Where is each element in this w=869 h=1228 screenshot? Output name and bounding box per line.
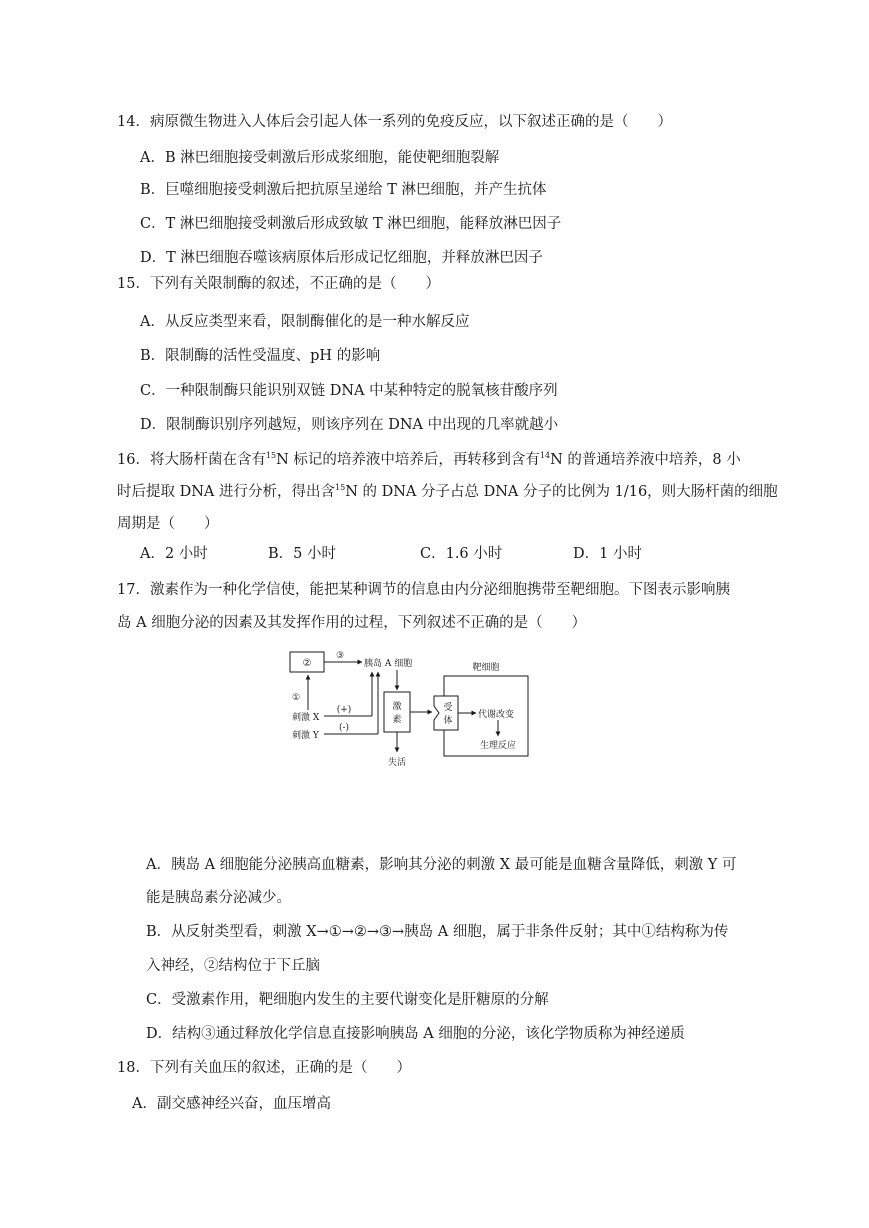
q18-stem: 18．下列有关血压的叙述，正确的是（ ）	[117, 1060, 411, 1076]
q15-option-a: A．从反应类型来看，限制酶催化的是一种水解反应	[140, 314, 470, 330]
structure-1-label: ①	[292, 693, 301, 703]
q14-stem: 14．病原微生物进入人体后会引起人体一系列的免疫反应，以下叙述正确的是（ ）	[117, 114, 672, 130]
q17-option-a-line1: A．胰岛 A 细胞能分泌胰高血糖素，影响其分泌的刺激 X 最可能是血糖含量降低，刺激 Y 可	[146, 857, 737, 873]
q14-option-a: A．B 淋巴细胞接受刺激后形成浆细胞，能使靶细胞裂解	[140, 150, 500, 166]
q17-option-b-line2: 入神经，②结构位于下丘脑	[146, 958, 320, 974]
q15-option-d: D．限制酶识别序列越短，则该序列在 DNA 中出现的几率就越小	[140, 417, 559, 433]
islet-cell-regulation-diagram	[280, 648, 540, 770]
q17-stem-line2: 岛 A 细胞分泌的因素及其发挥作用的过程，下列叙述不正确的是（ ）	[117, 615, 587, 631]
q16-option-a: A．2 小时	[140, 546, 208, 562]
q16-stem-line3: 周期是（ ）	[117, 516, 219, 532]
isotope-superscript: 15	[335, 483, 346, 492]
structure-2-label: ②	[302, 658, 312, 669]
q14-option-d: D．T 淋巴细胞吞噬该病原体后形成记忆细胞，并释放淋巴因子	[140, 250, 543, 266]
q16-stem-line2	[117, 482, 778, 502]
q17-option-d: D．结构③通过释放化学信息直接影响胰岛 A 细胞的分泌，该化学物质称为神经递质	[146, 1026, 685, 1042]
q16-stem-text: N 的 DNA 分子占总 DNA 分子的比例为 1/16，则大肠杆菌的细胞	[345, 484, 778, 500]
q16-option-d: D．1 小时	[573, 546, 642, 562]
q17-option-a-line2: 能是胰岛素分泌减少。	[146, 890, 291, 906]
q16-stem-text: 16．将大肠杆菌在含有	[117, 452, 266, 468]
q17-stem-line1: 17．激素作为一种化学信使，能把某种调节的信息由内分泌细胞携带至靶细胞。下图表示影响胰	[117, 582, 730, 598]
receptor-label-1: 受	[443, 703, 453, 713]
q14-option-b: B．巨噬细胞接受刺激后把抗原呈递给 T 淋巴细胞，并产生抗体	[140, 182, 547, 198]
stimulus-x-effect: (+)	[336, 705, 352, 715]
isotope-superscript: 15	[265, 451, 277, 460]
q16-stem-text: 时后提取 DNA 进行分析，得出含	[117, 484, 336, 500]
q16-stem-text: N 标记的培养液中培养后，再转移到含有	[276, 452, 540, 468]
stimulus-x-label: 刺激 X	[292, 713, 320, 723]
q17-option-b-line1: B．从反射类型看，刺激 X→①→②→③→胰岛 A 细胞，属于非条件反射；其中①结构称为传	[146, 924, 729, 940]
isotope-superscript: 14	[539, 451, 551, 460]
q14-option-c: C．T 淋巴细胞接受刺激后形成致敏 T 淋巴细胞，能释放淋巴因子	[140, 216, 562, 232]
metabolic-change-label: 代谢改变	[478, 710, 515, 720]
q16-stem-text: N 的普通培养液中培养，8 小	[550, 452, 741, 468]
structure-3-label: ③	[335, 651, 345, 661]
q15-stem: 15．下列有关限制酶的叙述，不正确的是（ ）	[117, 276, 440, 292]
target-cell-label: 靶细胞	[472, 663, 500, 673]
hormone-label-1: 激	[392, 702, 402, 712]
islet-a-cell-label: 胰岛 A 细胞	[364, 659, 413, 669]
inactivation-label: 失活	[387, 758, 407, 768]
hormone-label-2: 素	[392, 715, 402, 725]
q15-option-c: C．一种限制酶只能识别双链 DNA 中某种特定的脱氧核苷酸序列	[140, 383, 558, 399]
receptor-label-2: 体	[443, 716, 453, 726]
q17-option-c: C．受激素作用，靶细胞内发生的主要代谢变化是肝糖原的分解	[146, 992, 549, 1008]
hormone-box	[384, 692, 410, 732]
q18-option-a: A．副交感神经兴奋，血压增高	[132, 1096, 331, 1112]
q16-option-b: B．5 小时	[268, 546, 336, 562]
stimulus-y-effect: (-)	[338, 723, 350, 733]
stimulus-y-label: 刺激 Y	[292, 731, 319, 741]
physiological-response-label: 生理反应	[479, 741, 517, 751]
q15-option-b: B．限制酶的活性受温度、pH 的影响	[140, 348, 381, 364]
q16-stem-line1	[117, 450, 741, 470]
q16-option-c: C．1.6 小时	[420, 546, 503, 562]
